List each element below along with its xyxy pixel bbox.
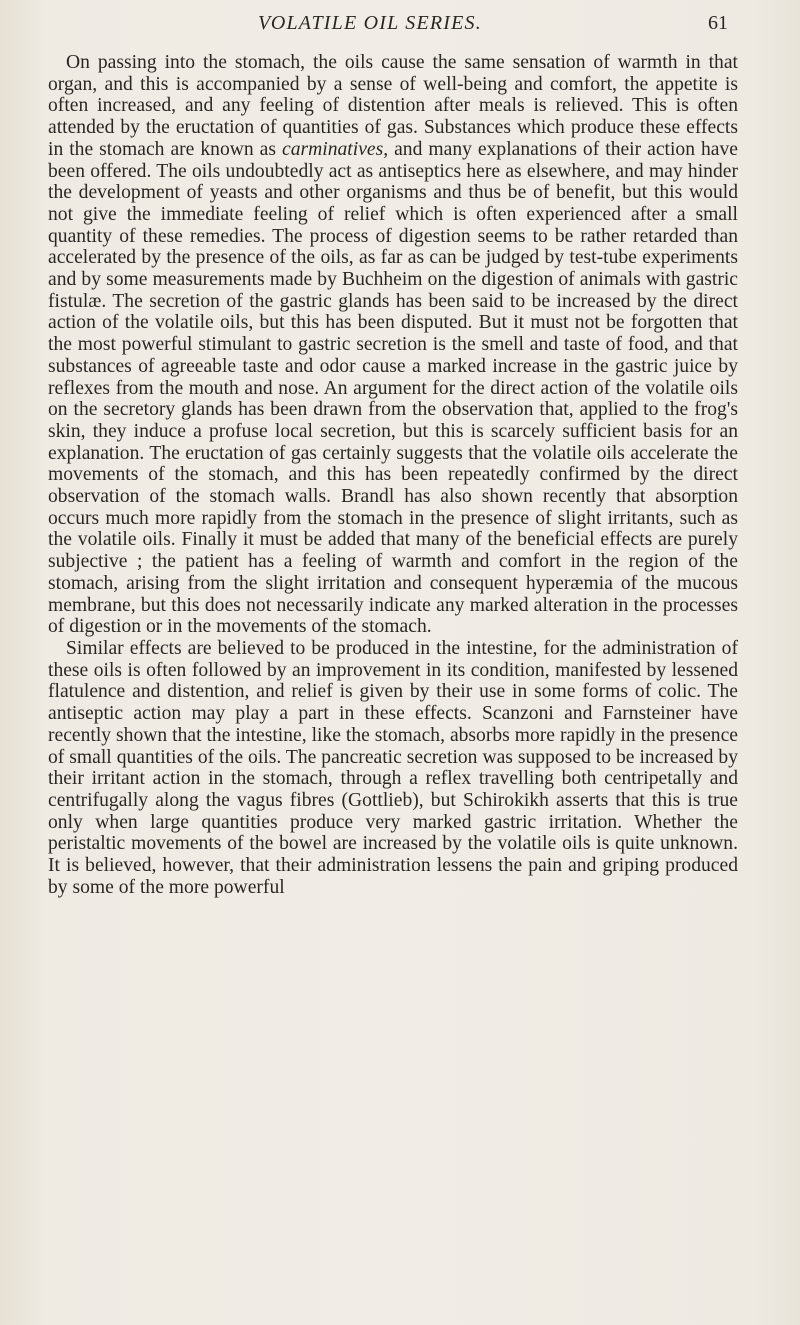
paragraph-intestine: Similar effects are believed to be produced in the intestine, for the administration of these oils is often followed by an improvement in its condition, manifested by lessened flatulence and distention, and relief is given by their use in some forms of colic. The antiseptic action may play a part in these effects. Scanzoni and Farnsteiner have recently shown that the intestine, like the stomach, absorbs more rapidly in the presence of small quantities of the oils. The pancreatic secretion was supposed to be increased by their irritant action in the stomach, through a reflex travelling both centripetally and centrifugally along the vagus fibres (Gottlieb), but Schirokikh asserts that this is true only when large quantities produce very marked gastric irritation. Whether the peristaltic movements of the bowel are increased by the volatile oils is quite unknown. It is believed, however, that their administration lessens the pain and griping produced by some of the more powerful — [48, 637, 738, 898]
body-text — [48, 52, 738, 898]
italic-term: carminatives, — [282, 138, 389, 160]
paragraph-text: and many explanations of their action have been offered. The oils undoubtedly act as antiseptics here as elsewhere, and may hinder the development of yeasts and other organisms and thus be of benefit, but this would not give the immediate feeling of relief which is often experienced after a small quantity of these remedies. The process of digestion seems to be rather retarded than accelerated by the presence of the oils, as far as can be judged by test-tube experiments and by some measurements made by Buchheim on the digestion of animals with gastric fistulæ. The secretion of the gastric glands has been said to be increased by the direct action of the volatile oils, but this has been disputed. But it must not be forgotten that the most powerful stimulant to gastric secretion is the smell and taste of food, and that substances of agreeable taste and odor cause a marked increase in the gastric juice by reflexes from the mouth and nose. An argument for the direct action of the volatile oils on the secretory glands has been drawn from the observation that, applied to the frog's skin, they induce a profuse local secretion, but this is scarcely sufficient basis for an explanation. The eructation of gas certainly suggests that the volatile oils accelerate the movements of the stomach, and this has been repeatedly confirmed by the direct observation of the stomach walls. Brandl has also shown recently that absorption occurs much more rapidly from the stomach in the presence of slight irritants, such as the volatile oils. Finally it must be added that many of the beneficial effects are purely subjective ; the patient has a feeling of warmth and comfort in the region of the stomach, arising from the slight irritation and consequent hyperæmia of the mucous membrane, but this does not necessarily indicate any marked alteration in the processes of digestion or in the movements of the stomach. — [48, 138, 738, 638]
paragraph-text: On passing into the stomach, the oils cause the same sensation of warmth in that organ, and this is accompanied by a sense of well-being and comfort, the appetite is often increased, and any feeling of distention after meals is relieved. This is often attended by the eructation of quantities of gas. Substances which produce these effects in the stomach are known as — [48, 52, 738, 160]
page-header — [0, 12, 800, 46]
running-title: VOLATILE OIL SERIES. — [258, 12, 482, 34]
page-number: 61 — [708, 12, 728, 34]
paragraph-stomach — [48, 52, 738, 638]
